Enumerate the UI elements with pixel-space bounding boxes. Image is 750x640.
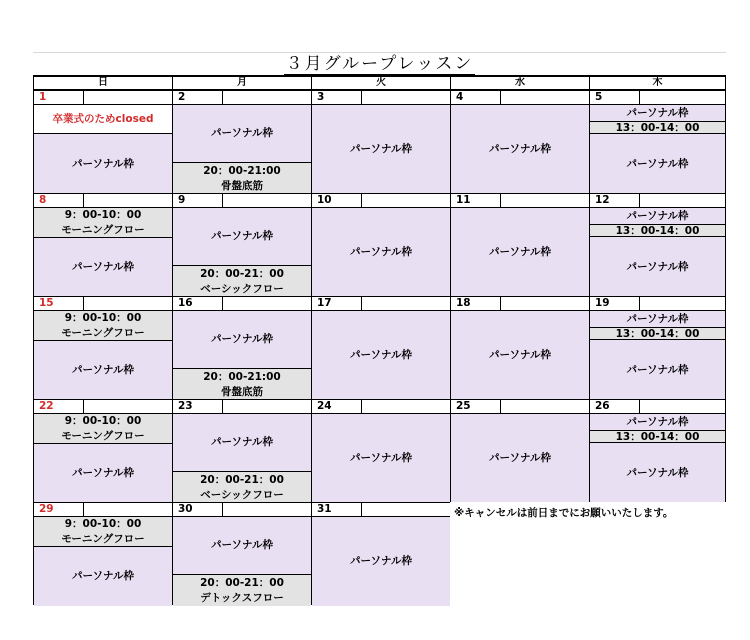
week-row bbox=[33, 90, 726, 193]
slot-text bbox=[61, 208, 144, 238]
slot-line: 13：00-14：00 bbox=[615, 224, 700, 237]
slot-text bbox=[350, 451, 412, 466]
slot-text bbox=[203, 370, 281, 400]
date-row bbox=[312, 297, 450, 311]
date-row bbox=[312, 503, 450, 517]
day-cell bbox=[450, 193, 590, 296]
day-body bbox=[34, 414, 172, 501]
slot-text bbox=[211, 332, 273, 347]
slot-line: パーソナル枠 bbox=[210, 333, 274, 345]
day-body bbox=[590, 414, 725, 501]
personal-slot bbox=[590, 105, 725, 121]
slot-line: パーソナル枠 bbox=[210, 127, 274, 139]
slot-text bbox=[350, 245, 412, 260]
date-row bbox=[451, 400, 589, 414]
slot-text bbox=[72, 363, 134, 378]
date-row bbox=[34, 91, 172, 105]
personal-slot bbox=[34, 340, 172, 400]
slot-text bbox=[626, 260, 688, 275]
date-row bbox=[590, 297, 725, 311]
page-title: ３月グループレッスン bbox=[285, 54, 474, 74]
date-row bbox=[173, 194, 311, 208]
day-cell bbox=[172, 193, 312, 296]
slot-line: デトックスフロー bbox=[200, 591, 284, 604]
day-cell bbox=[33, 296, 173, 399]
slot-line: パーソナル枠 bbox=[488, 143, 552, 155]
slot-text bbox=[61, 517, 144, 547]
page-title-wrap bbox=[33, 54, 726, 74]
personal-slot bbox=[590, 311, 725, 327]
day-cell bbox=[172, 296, 312, 399]
slot-text bbox=[350, 348, 412, 363]
slot-line: モーニングフロー bbox=[61, 532, 145, 545]
slot-line: 骨盤底筋 bbox=[220, 179, 263, 192]
slot-line: パーソナル枠 bbox=[488, 349, 552, 361]
lesson-slot bbox=[34, 414, 172, 443]
day-body bbox=[173, 311, 311, 398]
date-number: 5 bbox=[590, 91, 640, 104]
day-body bbox=[173, 208, 311, 295]
personal-slot bbox=[173, 311, 311, 368]
date-number: 17 bbox=[312, 297, 362, 310]
slot-line: モーニングフロー bbox=[61, 223, 145, 236]
slot-text bbox=[61, 311, 144, 341]
personal-slot bbox=[34, 133, 172, 194]
personal-slot bbox=[312, 517, 450, 606]
slot-line: パーソナル枠 bbox=[626, 209, 689, 222]
personal-slot bbox=[590, 442, 725, 503]
slot-text bbox=[72, 569, 134, 584]
slot-text bbox=[211, 126, 273, 141]
personal-slot bbox=[34, 443, 172, 503]
slot-line: パーソナル枠 bbox=[210, 539, 274, 551]
slot-line: 9：00-10：00 bbox=[64, 208, 142, 221]
personal-slot bbox=[312, 105, 450, 194]
title-bar bbox=[33, 53, 726, 76]
day-cell bbox=[589, 296, 726, 399]
day-body bbox=[173, 105, 311, 192]
date-number: 12 bbox=[590, 194, 640, 207]
date-row bbox=[34, 400, 172, 414]
slot-text bbox=[626, 466, 688, 481]
slot-text bbox=[72, 260, 134, 275]
day-cell bbox=[33, 193, 173, 296]
slot-line: 20：00-21：00 bbox=[200, 473, 284, 486]
date-number: 9 bbox=[173, 194, 223, 207]
date-number: 23 bbox=[173, 400, 223, 413]
personal-slot bbox=[34, 237, 172, 297]
slot-line: 9：00-10：00 bbox=[64, 414, 142, 427]
week-row bbox=[33, 296, 726, 399]
lesson-slot bbox=[173, 471, 311, 503]
date-row bbox=[312, 400, 450, 414]
date-number: 3 bbox=[312, 91, 362, 104]
date-row bbox=[312, 194, 450, 208]
date-number: 29 bbox=[34, 503, 84, 516]
date-number: 11 bbox=[451, 194, 501, 207]
date-number: 16 bbox=[173, 297, 223, 310]
day-cell bbox=[589, 399, 726, 502]
slot-line: 13：00-14：00 bbox=[615, 327, 700, 340]
slot-text bbox=[489, 245, 551, 260]
day-body bbox=[34, 517, 172, 604]
date-number: 8 bbox=[34, 194, 84, 207]
slot-line: パーソナル枠 bbox=[488, 246, 552, 258]
slot-line: パーソナル枠 bbox=[626, 466, 689, 479]
date-row bbox=[590, 400, 725, 414]
date-number: 18 bbox=[451, 297, 501, 310]
slot-line: 卒業式のためclosed bbox=[52, 112, 154, 125]
slot-text bbox=[200, 473, 284, 503]
slot-line: 20：00-21：00 bbox=[200, 576, 284, 589]
day-cell bbox=[450, 90, 590, 193]
slot-text bbox=[203, 164, 281, 194]
slot-line: パーソナル枠 bbox=[71, 261, 135, 273]
day-body bbox=[312, 105, 450, 192]
week-row bbox=[33, 193, 726, 296]
slot-text bbox=[626, 363, 688, 378]
day-cell bbox=[172, 399, 312, 502]
slot-line: ベーシックフロー bbox=[200, 282, 284, 295]
date-number: 2 bbox=[173, 91, 223, 104]
lesson-slot bbox=[34, 208, 172, 237]
slot-text bbox=[200, 576, 284, 606]
weekday-header: 火 bbox=[311, 76, 451, 90]
personal-slot bbox=[173, 414, 311, 471]
day-body bbox=[173, 414, 311, 501]
lesson-slot bbox=[173, 574, 311, 606]
date-row bbox=[451, 194, 589, 208]
slot-line: モーニングフロー bbox=[61, 326, 145, 339]
slot-text bbox=[489, 142, 551, 157]
week-row bbox=[33, 399, 726, 502]
personal-slot bbox=[312, 208, 450, 297]
slot-text bbox=[211, 435, 273, 450]
day-body bbox=[451, 414, 589, 501]
slot-text bbox=[61, 414, 144, 444]
date-row bbox=[34, 297, 172, 311]
day-cell bbox=[589, 193, 726, 296]
slot-line: 9：00-10：00 bbox=[64, 517, 142, 530]
slot-text bbox=[489, 451, 551, 466]
date-number: 4 bbox=[451, 91, 501, 104]
slot-text bbox=[53, 112, 154, 127]
slot-line: パーソナル枠 bbox=[349, 246, 413, 258]
day-body bbox=[451, 105, 589, 192]
lesson-slot bbox=[173, 265, 311, 297]
date-number: 15 bbox=[34, 297, 84, 310]
slot-line: パーソナル枠 bbox=[626, 106, 689, 119]
slot-line: パーソナル枠 bbox=[71, 157, 135, 170]
schedule-sheet bbox=[33, 52, 726, 609]
slot-text bbox=[489, 348, 551, 363]
slot-line: 20：00-21:00 bbox=[203, 370, 281, 383]
lesson-slot bbox=[173, 162, 311, 194]
day-cell bbox=[589, 90, 726, 193]
slot-text bbox=[350, 142, 412, 157]
date-number: 30 bbox=[173, 503, 223, 516]
day-body bbox=[312, 517, 450, 604]
slot-text bbox=[626, 209, 688, 224]
slot-line: パーソナル枠 bbox=[71, 570, 135, 582]
personal-slot bbox=[451, 414, 589, 503]
date-row bbox=[451, 91, 589, 105]
personal-slot bbox=[590, 339, 725, 400]
day-cell bbox=[33, 399, 173, 502]
slot-line: ベーシックフロー bbox=[200, 488, 284, 501]
closed-notice bbox=[34, 105, 172, 133]
day-cell bbox=[33, 502, 173, 605]
week-row bbox=[33, 502, 726, 605]
cancellation-note: ※キャンセルは前日までにお願いいたします。 bbox=[454, 507, 674, 519]
day-body bbox=[590, 311, 725, 398]
slot-text bbox=[350, 554, 412, 569]
day-cell bbox=[172, 502, 312, 605]
date-number: 24 bbox=[312, 400, 362, 413]
personal-slot bbox=[590, 208, 725, 224]
date-row bbox=[34, 194, 172, 208]
date-number: 22 bbox=[34, 400, 84, 413]
personal-slot bbox=[312, 414, 450, 503]
weekday-header: 月 bbox=[172, 76, 312, 90]
day-body bbox=[312, 311, 450, 398]
slot-text bbox=[626, 312, 688, 327]
day-body bbox=[451, 208, 589, 295]
day-cell bbox=[33, 90, 173, 193]
weekday-header: 日 bbox=[33, 76, 173, 90]
slot-text bbox=[200, 267, 284, 297]
personal-slot bbox=[312, 311, 450, 400]
slot-line: パーソナル枠 bbox=[626, 415, 689, 428]
date-row bbox=[34, 503, 172, 517]
slot-line: パーソナル枠 bbox=[210, 230, 274, 242]
slot-line: パーソナル枠 bbox=[626, 312, 689, 325]
date-row bbox=[590, 91, 725, 105]
slot-line: パーソナル枠 bbox=[626, 260, 689, 273]
personal-slot bbox=[34, 546, 172, 606]
slot-text bbox=[211, 229, 273, 244]
personal-slot bbox=[590, 414, 725, 430]
date-row bbox=[173, 400, 311, 414]
day-body bbox=[34, 208, 172, 295]
slot-line: 20：00-21:00 bbox=[203, 164, 281, 177]
personal-slot bbox=[173, 517, 311, 574]
day-cell bbox=[311, 193, 451, 296]
slot-line: モーニングフロー bbox=[61, 429, 145, 442]
slot-line: 骨盤底筋 bbox=[220, 385, 263, 398]
personal-slot bbox=[451, 105, 589, 194]
date-number: 26 bbox=[590, 400, 640, 413]
slot-text bbox=[626, 157, 688, 172]
weekday-header: 木 bbox=[589, 76, 726, 90]
lesson-slot bbox=[173, 368, 311, 400]
day-cell bbox=[172, 90, 312, 193]
slot-line: パーソナル枠 bbox=[626, 363, 689, 376]
day-body bbox=[34, 311, 172, 398]
day-cell bbox=[311, 399, 451, 502]
day-body bbox=[173, 517, 311, 604]
slot-text bbox=[211, 538, 273, 553]
slot-line: パーソナル枠 bbox=[349, 143, 413, 155]
day-cell bbox=[311, 90, 451, 193]
slot-text bbox=[72, 157, 134, 172]
note-area bbox=[450, 502, 727, 605]
lesson-slot bbox=[34, 517, 172, 546]
personal-slot bbox=[173, 208, 311, 265]
slot-line: 13：00-14：00 bbox=[615, 121, 700, 134]
date-number: 10 bbox=[312, 194, 362, 207]
slot-line: 20：00-21：00 bbox=[200, 267, 284, 280]
day-cell bbox=[311, 502, 451, 605]
date-number: 25 bbox=[451, 400, 501, 413]
weekday-header: 水 bbox=[450, 76, 590, 90]
slot-line: パーソナル枠 bbox=[210, 436, 274, 448]
day-body bbox=[451, 311, 589, 398]
slot-line: 9：00-10：00 bbox=[64, 311, 142, 324]
date-number: 19 bbox=[590, 297, 640, 310]
day-body bbox=[34, 105, 172, 192]
date-row bbox=[590, 194, 725, 208]
slot-line: パーソナル枠 bbox=[71, 364, 135, 376]
date-row bbox=[173, 503, 311, 517]
personal-slot bbox=[590, 236, 725, 297]
slot-line: パーソナル枠 bbox=[349, 452, 413, 464]
slot-line: パーソナル枠 bbox=[71, 467, 135, 479]
day-body bbox=[312, 414, 450, 501]
day-body bbox=[590, 208, 725, 295]
slot-line: パーソナル枠 bbox=[488, 452, 552, 464]
slot-line: 13：00-14：00 bbox=[615, 430, 700, 443]
personal-slot bbox=[590, 133, 725, 194]
date-row bbox=[451, 297, 589, 311]
date-row bbox=[312, 91, 450, 105]
date-row bbox=[173, 91, 311, 105]
slot-text bbox=[72, 466, 134, 481]
slot-line: パーソナル枠 bbox=[349, 555, 413, 567]
slot-line: パーソナル枠 bbox=[349, 349, 413, 361]
date-number: 1 bbox=[34, 91, 84, 104]
day-cell bbox=[311, 296, 451, 399]
slot-line: パーソナル枠 bbox=[626, 157, 689, 170]
date-row bbox=[173, 297, 311, 311]
day-cell bbox=[450, 399, 590, 502]
slot-text bbox=[626, 415, 688, 430]
personal-slot bbox=[173, 105, 311, 162]
day-body bbox=[590, 105, 725, 192]
personal-slot bbox=[451, 208, 589, 297]
slot-text bbox=[626, 106, 688, 121]
day-cell bbox=[450, 296, 590, 399]
lesson-slot bbox=[34, 311, 172, 340]
day-body bbox=[312, 208, 450, 295]
date-number: 31 bbox=[312, 503, 362, 516]
personal-slot bbox=[451, 311, 589, 400]
